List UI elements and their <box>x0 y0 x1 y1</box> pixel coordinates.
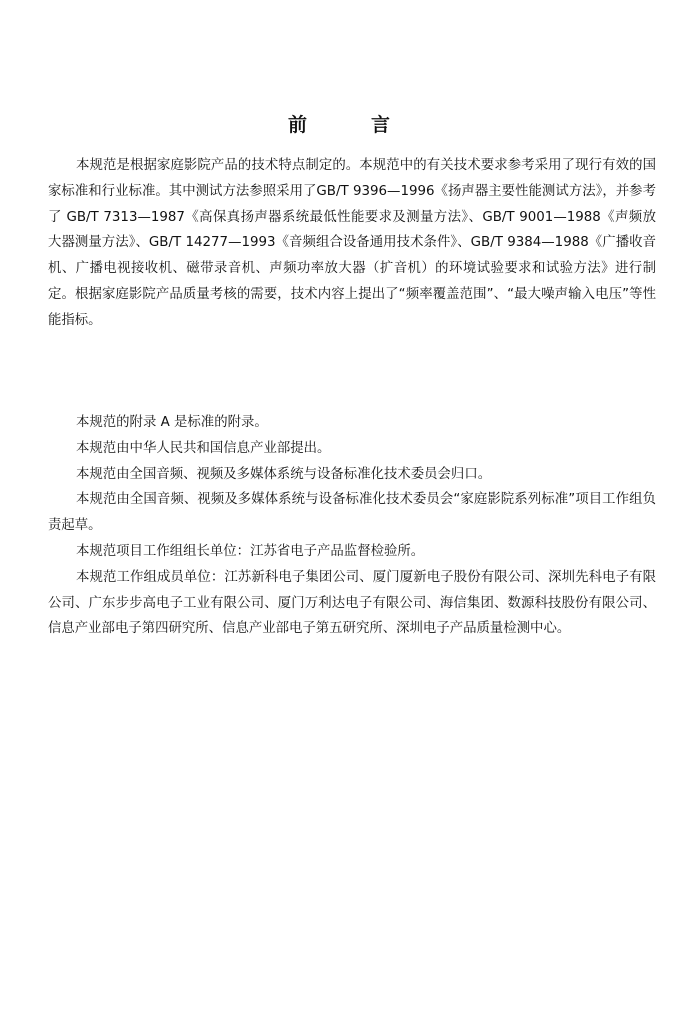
note-leader-unit: 本规范项目工作组组长单位：江苏省电子产品监督检验所。 <box>76 543 425 559</box>
note-member-units: 本规范工作组成员单位：江苏新科电子集团公司、厦门厦新电子股份有限公司、深圳先科电子有限公司、广东步步高电子工业有限公司、厦门万利达电子有限公司、海信集团、数源科技股份有限公司、信息产业部电子第四研究所、信息产业部电子第五研究所、深圳电子产品质量检测中心。 <box>48 569 656 637</box>
note-administrator: 本规范由全国音频、视频及多媒体系统与设备标准化技术委员会归口。 <box>76 466 492 482</box>
page-title: 前言 <box>287 114 454 136</box>
note-proposer: 本规范由中华人民共和国信息产业部提出。 <box>76 440 331 456</box>
note-drafter: 本规范由全国音频、视频及多媒体系统与设备标准化技术委员会“家庭影院系列标准”项目工作组负责起草。 <box>48 492 656 534</box>
notes-section <box>48 410 656 642</box>
note-appendix: 本规范的附录 A 是标准的附录。 <box>76 415 268 430</box>
intro-paragraph: 本规范是根据家庭影院产品的技术特点制定的。本规范中的有关技术要求参考采用了现行有效的国家标准和行业标准。其中测试方法参照采用了GB/T 9396—1996《扬声器主要性能测试方法》，并参考了 GB/T 7313—1987《高保真扬声器系统最低性能要求及测量方法》、GB/T 9001—1988《声频放大器测量方法》、GB/T 14277—1993《音频组合设备通用技术条件》、GB/T 9384—1988《广播收音机、广播电视接收机、磁带录音机、声频功率放大器（扩音机）的环境试验要求和试验方法》进行制定。根据家庭影院产品质量考核的需要，技术内容上提出了“频率覆盖范围”、“最大噪声输入电压”等性能指标。 <box>48 158 656 328</box>
